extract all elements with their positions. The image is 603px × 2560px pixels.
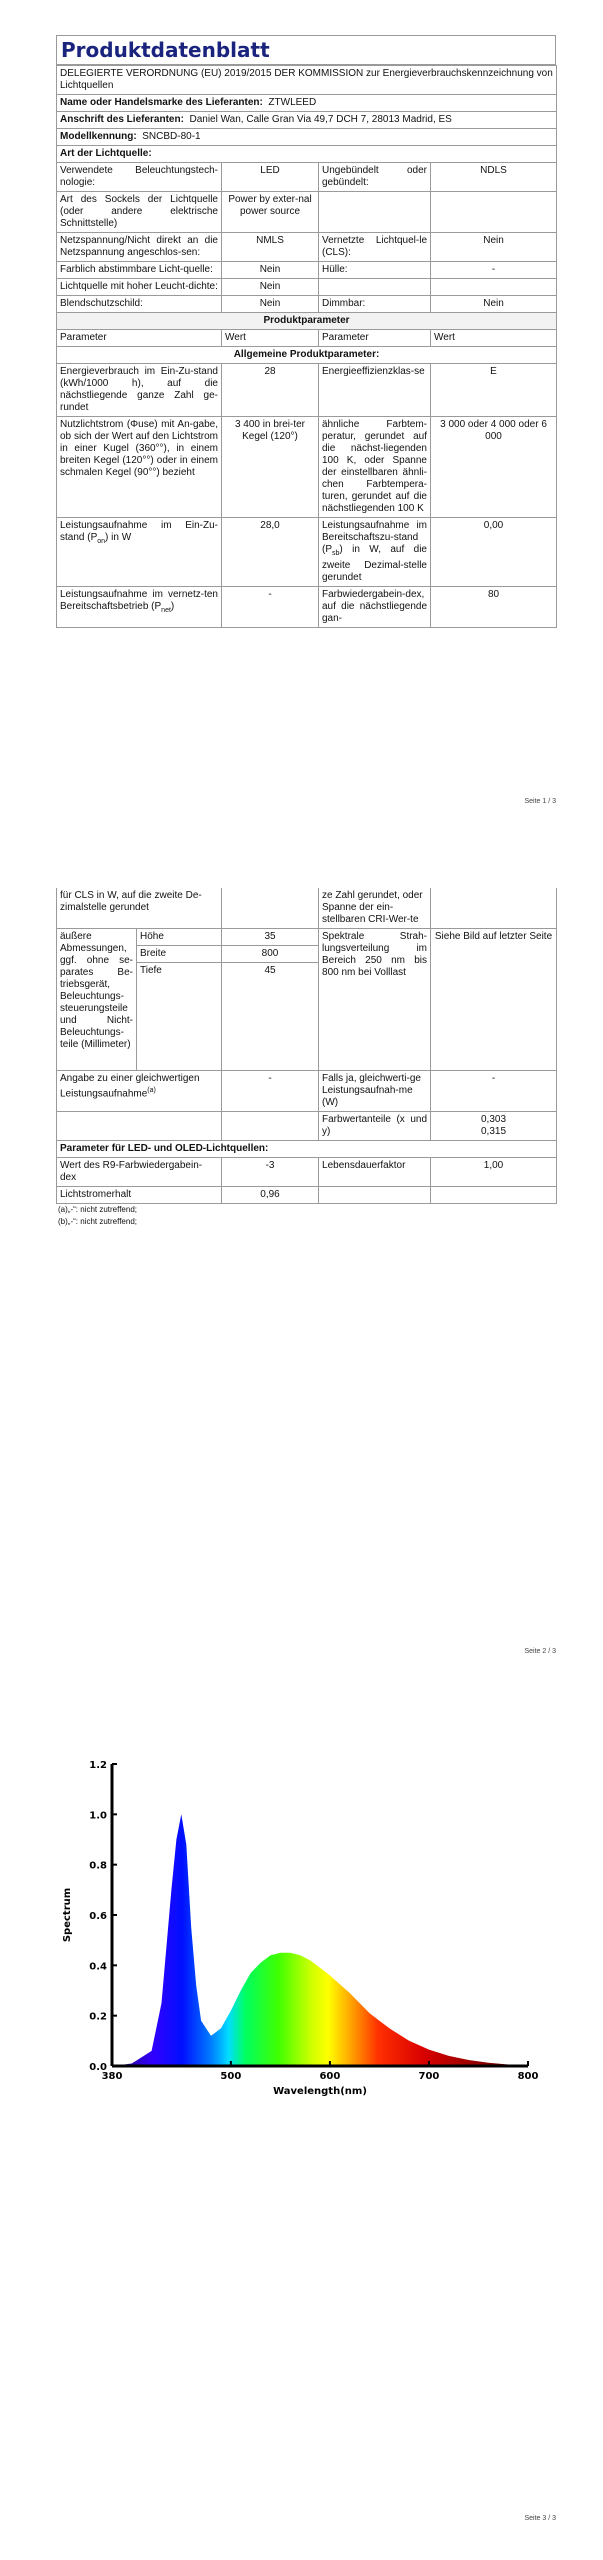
cell-value: 3 000 oder 4 000 oder 6 000 bbox=[431, 417, 557, 518]
y-tick-label: 0.0 bbox=[89, 2062, 107, 2073]
cell-label: Lichtstromerhalt bbox=[57, 1187, 222, 1204]
table-row bbox=[57, 163, 557, 192]
cell-value: - bbox=[222, 1071, 319, 1112]
cell-value: 28,0 bbox=[222, 518, 319, 587]
cell-value bbox=[431, 192, 557, 233]
label-text: Leistungsaufnahme im vernetz-ten Bereitschaftsbetrieb (P bbox=[60, 589, 218, 612]
column-header: Wert bbox=[431, 330, 557, 347]
regulation-row bbox=[57, 66, 557, 95]
cell-label: Art des Sockels der Lichtquelle (oder andere elektrische Schnittstelle) bbox=[57, 192, 222, 233]
table-row bbox=[57, 1187, 557, 1204]
dim-label: Tiefe bbox=[137, 963, 222, 1071]
column-header: Parameter bbox=[57, 330, 222, 347]
cell-value: - bbox=[431, 1071, 557, 1112]
x-tick-label: 600 bbox=[319, 2071, 341, 2082]
cell-label bbox=[319, 192, 431, 233]
cell-label: Falls ja, gleichwerti-ge Leistungsaufnah-me (W) bbox=[319, 1071, 431, 1112]
general-params-header: Allgemeine Produktparameter: bbox=[57, 347, 557, 364]
label-text: ) bbox=[170, 601, 175, 612]
label-text: Leistungsaufnahme im Bereitschaftszu-stand (P bbox=[322, 520, 427, 555]
cell-value: - bbox=[431, 262, 557, 279]
column-header: Parameter bbox=[319, 330, 431, 347]
footnote: (a)„-“: nicht zutreffend; bbox=[58, 1205, 137, 1214]
supplier-row bbox=[57, 95, 557, 112]
address-value: Daniel Wan, Calle Gran Via 49,7 DCH 7, 28013 Madrid, ES bbox=[189, 114, 452, 125]
cell-label: ze Zahl gerundet, oder Spanne der ein-stellbaren CRI-Wer-te bbox=[319, 888, 431, 929]
x-tick-label: 800 bbox=[517, 2071, 539, 2082]
cell-label: Energieeffizienzklas-se bbox=[319, 364, 431, 417]
model-label: Modellkennung: bbox=[60, 131, 137, 142]
cell-value: 3 400 in brei-ter Kegel (120°) bbox=[222, 417, 319, 518]
cell-empty bbox=[57, 1112, 222, 1141]
cell-value: LED bbox=[222, 163, 319, 192]
spectrum-area bbox=[112, 1814, 528, 2066]
table-row bbox=[57, 233, 557, 262]
spectrum-chart bbox=[56, 1750, 556, 2130]
cell-label: Energieverbrauch im Ein-Zu-stand (kWh/1000 h), auf die nächstliegende ganze Zahl ge-rundet bbox=[57, 364, 222, 417]
product-params-header: Produktparameter bbox=[57, 313, 557, 330]
subscript: sb bbox=[332, 550, 340, 557]
page-2 bbox=[56, 888, 556, 1228]
label-text: Leistungsaufnahme im Ein-Zu-stand (P bbox=[60, 520, 218, 543]
cell-label: Farbwiedergabein-dex, auf die nächstliegende gan- bbox=[319, 587, 431, 628]
table-row bbox=[57, 262, 557, 279]
cell-value: Nein bbox=[222, 262, 319, 279]
footnote: (b)„-“: nicht zutreffend; bbox=[58, 1217, 137, 1226]
cell-label: Netzspannung/Nicht direkt an die Netzspannung angeschlos-sen: bbox=[57, 233, 222, 262]
cell-label bbox=[319, 279, 431, 296]
cell-label bbox=[319, 1187, 431, 1204]
y-tick-label: 1.0 bbox=[89, 1810, 107, 1822]
cell-value: 28 bbox=[222, 364, 319, 417]
title-box bbox=[56, 35, 556, 65]
table-row bbox=[57, 1071, 557, 1112]
table-row bbox=[57, 1158, 557, 1187]
type-header-row bbox=[57, 146, 557, 163]
cell-value: 0,00 bbox=[431, 518, 557, 587]
cell-label bbox=[57, 1071, 222, 1112]
page-number: Seite 1 / 3 bbox=[524, 798, 556, 805]
address-row bbox=[57, 112, 557, 129]
cell-label: für CLS in W, auf die zweite De-zimalstelle gerundet bbox=[57, 888, 222, 929]
cell-label: Lebensdauerfaktor bbox=[319, 1158, 431, 1187]
dim-value: 800 bbox=[222, 946, 319, 963]
y-tick-label: 0.6 bbox=[89, 1911, 107, 1922]
cell-value: E bbox=[431, 364, 557, 417]
cell-value bbox=[431, 279, 557, 296]
y-axis-label: Spectrum bbox=[62, 1887, 73, 1943]
cell-value: Nein bbox=[222, 279, 319, 296]
dim-value: 35 bbox=[222, 929, 319, 946]
dim-label: Breite bbox=[137, 946, 222, 963]
y-tick-label: 0.8 bbox=[89, 1860, 107, 1872]
page-title: Produktdatenblatt bbox=[57, 36, 555, 65]
cell-value: NDLS bbox=[431, 163, 557, 192]
cell-value: - bbox=[222, 587, 319, 628]
cell-empty bbox=[222, 1112, 319, 1141]
model-row bbox=[57, 129, 557, 146]
cell-value: -3 bbox=[222, 1158, 319, 1187]
x-axis-label: Wavelength(nm) bbox=[273, 2086, 367, 2097]
dim-value: 45 bbox=[222, 963, 319, 1071]
dim-label: Höhe bbox=[137, 929, 222, 946]
cell-label: Nutzlichtstrom (Φuse) mit An-gabe, ob sich der Wert auf den Lichtstrom in einer Kugel (360°°), in einem breiten Kegel (120°°) oder in einem schmalen Kegel (90°°) bezieht bbox=[57, 417, 222, 518]
table-row bbox=[57, 518, 557, 587]
cell-value: Nein bbox=[222, 296, 319, 313]
superscript: (a) bbox=[147, 1087, 156, 1094]
table-row bbox=[57, 279, 557, 296]
table-row bbox=[57, 364, 557, 417]
cell-label: Blendschutzschild: bbox=[57, 296, 222, 313]
table-row bbox=[57, 296, 557, 313]
cell-label: Ungebündelt oder gebündelt: bbox=[319, 163, 431, 192]
column-header-row bbox=[57, 330, 557, 347]
led-header-row bbox=[57, 1141, 557, 1158]
cell-value: Nein bbox=[431, 296, 557, 313]
y-tick-label: 1.2 bbox=[89, 1760, 107, 1771]
cell-label bbox=[319, 518, 431, 587]
column-header: Wert bbox=[222, 330, 319, 347]
label-text: ) in W, auf die zweite Dezimal-stelle gerundet bbox=[322, 544, 427, 583]
x-tick-label: 500 bbox=[220, 2071, 242, 2082]
subscript: net bbox=[161, 607, 171, 614]
table-row bbox=[57, 1112, 557, 1141]
cell-value: Nein bbox=[431, 233, 557, 262]
subscript: on bbox=[97, 538, 106, 545]
cell-value: 80 bbox=[431, 587, 557, 628]
general-params-header-row bbox=[57, 347, 557, 364]
table-row bbox=[57, 417, 557, 518]
y-tick-label: 0.2 bbox=[89, 2011, 107, 2023]
address-label: Anschrift des Lieferanten: bbox=[60, 114, 184, 125]
y-tick-label: 0.4 bbox=[89, 1961, 107, 1973]
model-value: SNCBD-80-1 bbox=[142, 131, 201, 142]
cell-label bbox=[57, 587, 222, 628]
x-tick-label: 380 bbox=[101, 2071, 123, 2082]
table-row bbox=[57, 192, 557, 233]
datasheet-table-2 bbox=[56, 888, 557, 1204]
supplier-value: ZTWLEED bbox=[268, 97, 317, 108]
led-header: Parameter für LED- und OLED-Lichtquellen: bbox=[57, 1141, 557, 1158]
cell-value bbox=[431, 888, 557, 929]
cell-label bbox=[57, 518, 222, 587]
page-number: Seite 3 / 3 bbox=[524, 2515, 556, 2522]
supplier-label: Name oder Handelsmarke des Lieferanten: bbox=[60, 97, 263, 108]
type-header: Art der Lichtquelle: bbox=[57, 146, 557, 163]
table-row bbox=[57, 587, 557, 628]
cell-value: NMLS bbox=[222, 233, 319, 262]
cell-value bbox=[431, 1187, 557, 1204]
cell-value: Power by exter-nal power source bbox=[222, 192, 319, 233]
datasheet-table-1 bbox=[56, 65, 557, 628]
cell-value: 0,96 bbox=[222, 1187, 319, 1204]
cell-label: Lichtquelle mit hoher Leucht-dichte: bbox=[57, 279, 222, 296]
regulation-text: DELEGIERTE VERORDNUNG (EU) 2019/2015 DER KOMMISSION zur Energieverbrauchskennzeichnung von Lichtquellen bbox=[57, 66, 557, 95]
cell-value bbox=[222, 888, 319, 929]
spectral-label: Spektrale Strah-lungsverteilung im Bereich 250 nm bis 800 nm bei Volllast bbox=[319, 929, 431, 1071]
cell-label: Farblich abstimmbare Licht-quelle: bbox=[57, 262, 222, 279]
cell-value: 0,303 0,315 bbox=[431, 1112, 557, 1141]
cell-label: Wert des R9-Farbwiedergabein-dex bbox=[57, 1158, 222, 1187]
table-row bbox=[57, 888, 557, 929]
label-text: ) in W bbox=[105, 532, 132, 543]
cell-label: Hülle: bbox=[319, 262, 431, 279]
dimensions-label: äußere Abmessungen, ggf. ohne se-parates Be-triebsgerät, Beleuchtungs-steuerungsteile und Nicht-Beleuchtungs-teile (Millimeter) bbox=[57, 929, 137, 1071]
cell-label: Verwendete Beleuchtungstech-nologie: bbox=[57, 163, 222, 192]
cell-label: ähnliche Farbtem-peratur, gerundet auf die nächst-liegenden 100 K, oder Spanne der einstellbaren ähnli-chen Farbtempera-turen, gerundet auf die nächstliegenden 100 K bbox=[319, 417, 431, 518]
label-text: Angabe zu einer gleichwertigen Leistungsaufnahme bbox=[60, 1073, 200, 1100]
cell-label: Dimmbar: bbox=[319, 296, 431, 313]
dimensions-row bbox=[57, 929, 557, 946]
x-tick-label: 700 bbox=[418, 2071, 440, 2082]
cell-label: Farbwertanteile (x und y) bbox=[319, 1112, 431, 1141]
product-params-header-row bbox=[57, 313, 557, 330]
spectral-value: Siehe Bild auf letzter Seite bbox=[431, 929, 557, 1071]
cell-value: 1,00 bbox=[431, 1158, 557, 1187]
page-1 bbox=[56, 35, 556, 628]
page-number: Seite 2 / 3 bbox=[524, 1648, 556, 1655]
cell-label: Vernetzte Lichtquel-le (CLS): bbox=[319, 233, 431, 262]
